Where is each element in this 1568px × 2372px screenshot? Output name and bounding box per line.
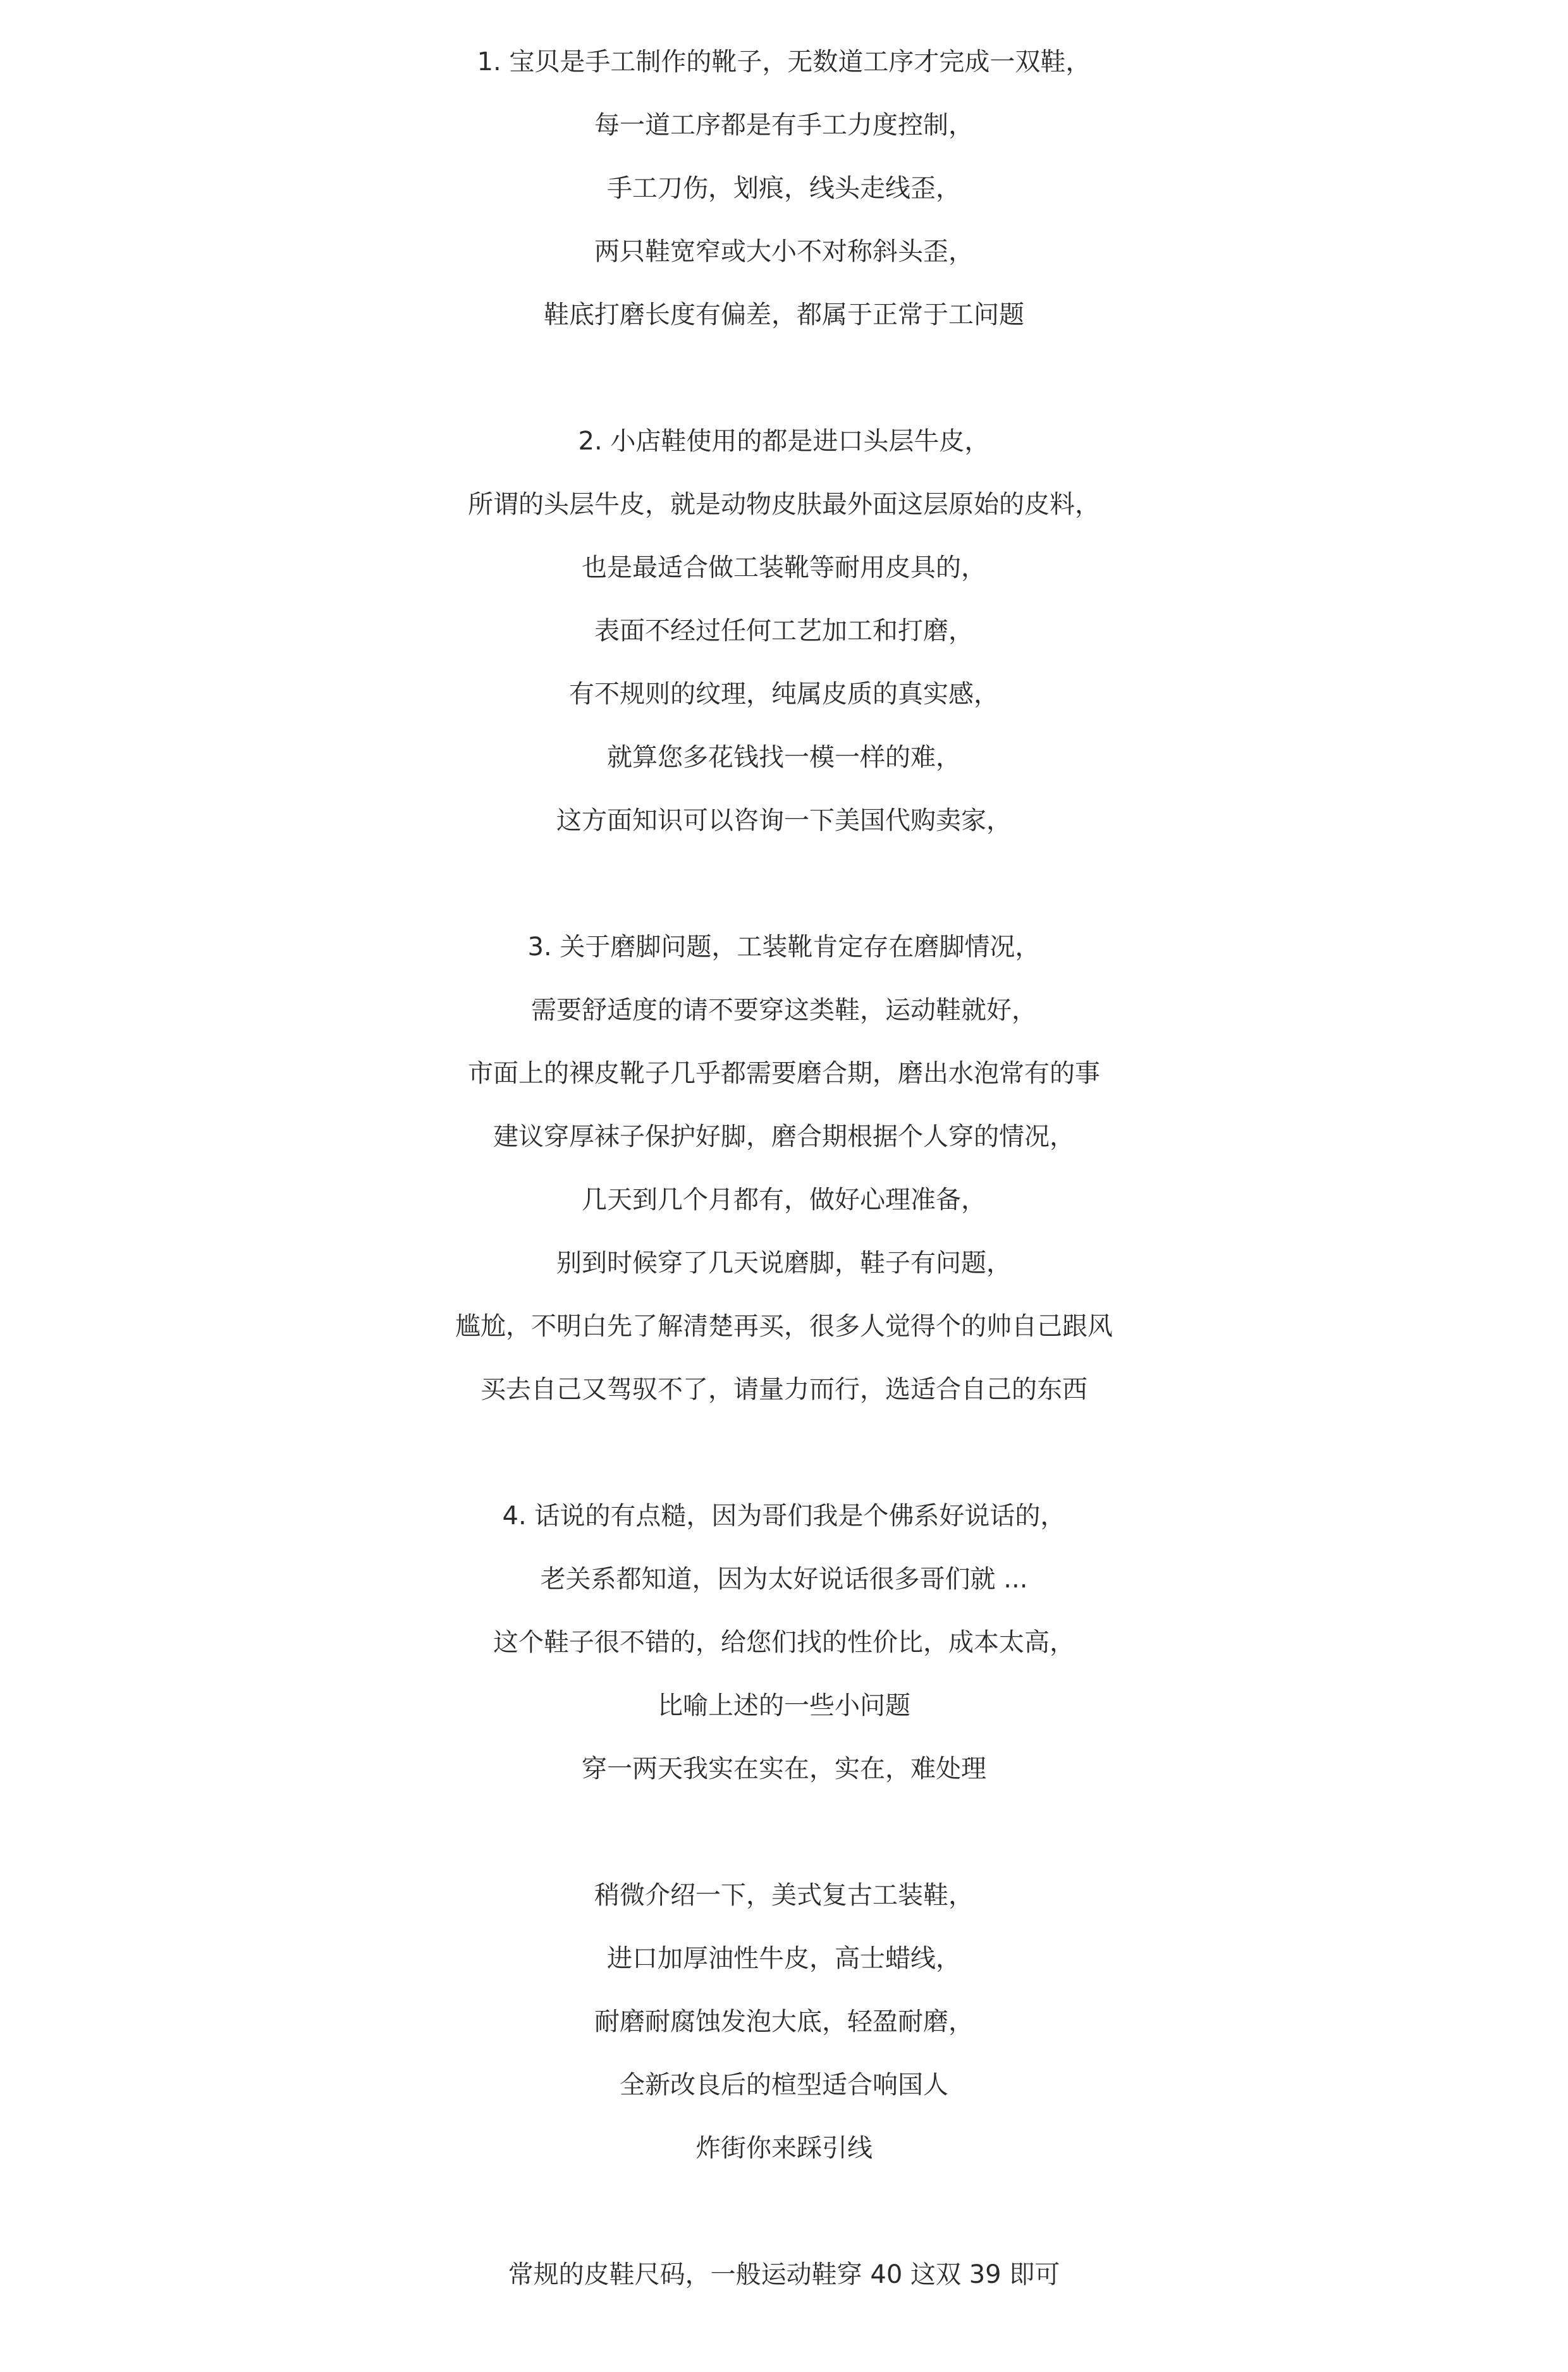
note-break-in: [0, 915, 1568, 1421]
text-line: 买去自己又驾驭不了，请量力而行，选适合自己的东西: [481, 1375, 1087, 1404]
text-line: 手工刀伤，划痕，线头走线歪，: [607, 174, 961, 203]
text-line: 全新改良后的楦型适合响国人: [620, 2070, 948, 2100]
text-line: 这方面知识可以咨询一下美国代购卖家，: [556, 806, 1012, 835]
note-sizing: [0, 2243, 1568, 2306]
text-line: 每一道工序都是有手工力度控制，: [594, 111, 974, 140]
text-line: 建议穿厚袜子保护好脚，磨合期根据个人穿的情况，: [493, 1122, 1075, 1151]
text-line: 尴尬，不明白先了解清楚再买，很多人觉得个的帅自己跟风: [455, 1312, 1113, 1341]
text-line: 比喻上述的一些小问题: [658, 1691, 910, 1720]
text-line: 3. 关于磨脚问题，工装靴肯定存在磨脚情况，: [527, 932, 1041, 962]
text-line: 所谓的头层牛皮，就是动物皮肤最外面这层原始的皮料，: [468, 490, 1100, 519]
product-notes: [0, 30, 1568, 2369]
note-craftsmanship: [0, 30, 1568, 346]
text-line: 也是最适合做工装靴等耐用皮具的，: [582, 553, 986, 582]
text-line: 常规的皮鞋尺码，一般运动鞋穿 40 这双 39 即可: [508, 2260, 1060, 2289]
text-line: 耐磨耐腐蚀发泡大底，轻盈耐磨，: [594, 2007, 974, 2036]
text-line: 2. 小店鞋使用的都是进口头层牛皮，: [578, 427, 990, 456]
text-line: 需要舒适度的请不要穿这类鞋，运动鞋就好，: [531, 996, 1037, 1025]
text-line: 1. 宝贝是手工制作的靴子，无数道工序才完成一双鞋，: [477, 47, 1091, 76]
text-line: 有不规则的纹理，纯属皮质的真实感，: [569, 680, 999, 709]
text-line: 4. 话说的有点糙，因为哥们我是个佛系好说话的，: [502, 1501, 1066, 1531]
text-line: 别到时候穿了几天说磨脚，鞋子有问题，: [556, 1249, 1012, 1278]
note-disclaimer: [0, 1484, 1568, 1800]
text-line: 穿一两天我实在实在，实在，难处理: [582, 1754, 986, 1783]
note-leather: [0, 410, 1568, 852]
text-line: 两只鞋宽窄或大小不对称斜头歪，: [594, 237, 974, 266]
text-line: 市面上的裸皮靴子几乎都需要磨合期，磨出水泡常有的事: [468, 1059, 1100, 1088]
text-line: 几天到几个月都有，做好心理准备，: [582, 1185, 986, 1214]
text-line: 老关系都知道，因为太好说话很多哥们就 ...: [540, 1565, 1028, 1594]
text-line: 鞋底打磨长度有偏差，都属于正常于工问题: [544, 300, 1024, 329]
text-line: 表面不经过任何工艺加工和打磨，: [594, 616, 974, 645]
text-line: 就算您多花钱找一模一样的难，: [607, 743, 961, 772]
note-intro: [0, 1864, 1568, 2180]
text-line: 进口加厚油性牛皮，高士蜡线，: [607, 1944, 961, 1973]
text-line: 稍微介绍一下，美式复古工装鞋，: [594, 1881, 974, 1910]
text-line: 这个鞋子很不错的，给您们找的性价比，成本太高，: [493, 1628, 1075, 1657]
text-line: 炸街你来踩引线: [695, 2134, 873, 2163]
